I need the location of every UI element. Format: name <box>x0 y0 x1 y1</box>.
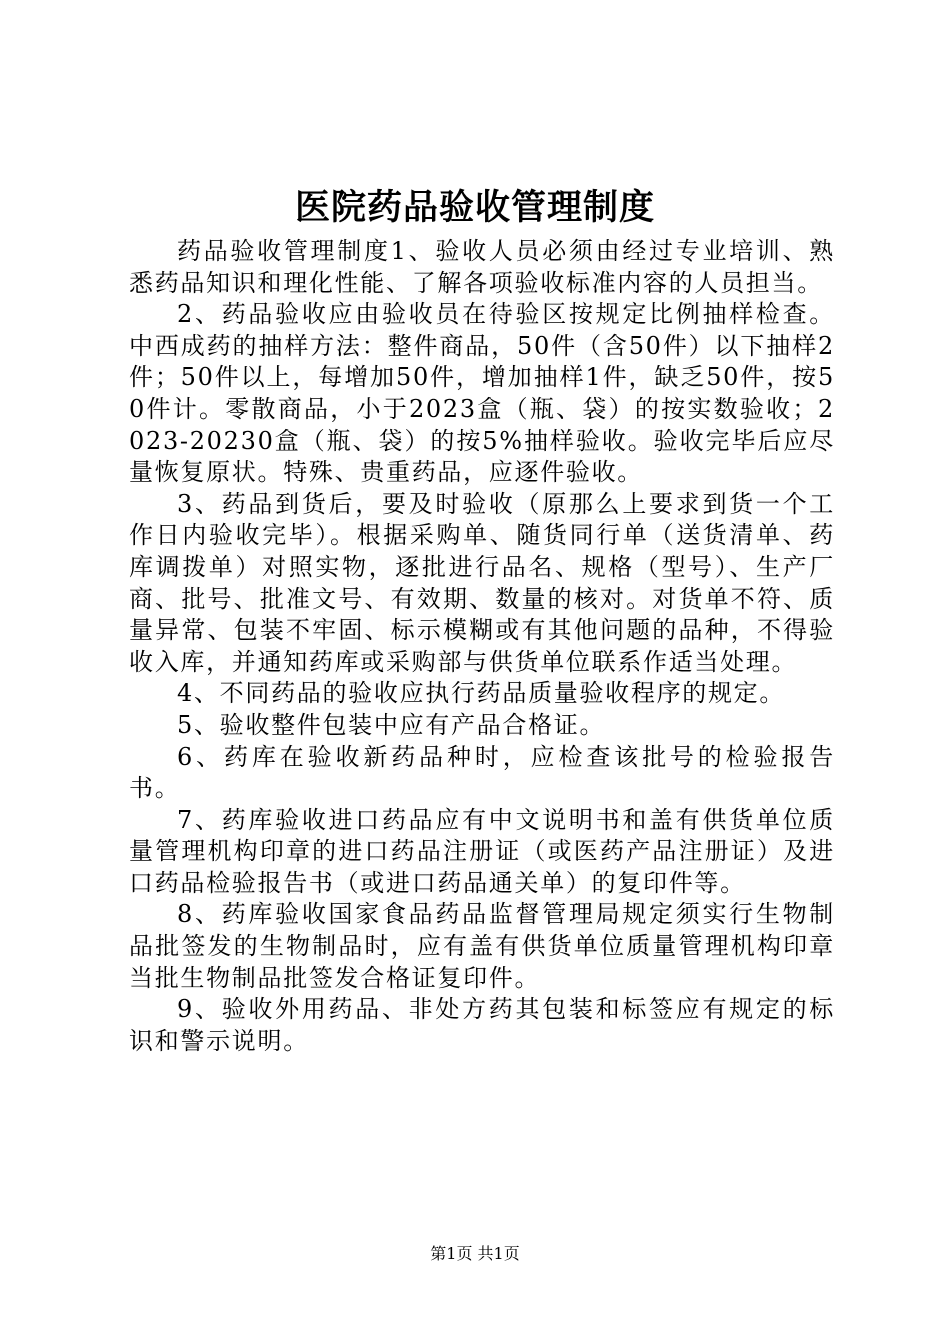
paragraph-3: 3、药品到货后，要及时验收（原那么上要求到货一个工作日内验收完毕）。根据采购单、随货同行单（送货清单、药库调拨单）对照实物，逐批进行品名、规格（型号）、生产厂商、批号、批准文号、有效期、数量的核对。对货单不符、质量异常、包装不牢固、标示模糊或有其他问题的品种，不得验收入库，并通知药库或采购部与供货单位联系作适当处理。 <box>129 489 835 676</box>
paragraph-7: 7、药库验收进口药品应有中文说明书和盖有供货单位质量管理机构印章的进口药品注册证（或医药产品注册证）及进口药品检验报告书（或进口药品通关单）的复印件等。 <box>129 805 835 897</box>
document-title: 医院药品验收管理制度 <box>294 187 655 228</box>
paragraph-6: 6、药库在验收新药品种时，应检查该批号的检验报告书。 <box>129 742 835 803</box>
paragraph-1: 药品验收管理制度1、验收人员必须由经过专业培训、熟悉药品知识和理化性能、了解各项验收标准内容的人员担当。 <box>129 237 835 297</box>
paragraph-8: 8、药库验收国家食品药品监督管理局规定须实行生物制品批签发的生物制品时，应有盖有供货单位质量管理机构印章当批生物制品批签发合格证复印件。 <box>129 900 835 992</box>
document-body <box>129 236 835 1057</box>
paragraph-2: 2、药品验收应由验收员在待验区按规定比例抽样检查。中西成药的抽样方法：整件商品，50件（含50件）以下抽样2件；50件以上，每增加50件，增加抽样1件，缺乏50件，按50件计。零散商品，小于2023盒（瓶、袋）的按实数验收；2023-20230盒（瓶、袋）的按5%抽样验收。验收完毕后应尽量恢复原状。特殊、贵重药品，应逐件验收。 <box>129 300 835 487</box>
paragraph-9: 9、验收外用药品、非处方药其包装和标签应有规定的标识和警示说明。 <box>129 995 835 1055</box>
page-number-footer: 第1页 共1页 <box>430 1244 520 1263</box>
paragraph-4: 4、不同药品的验收应执行药品质量验收程序的规定。 <box>177 679 786 708</box>
paragraph-5: 5、验收整件包装中应有产品合格证。 <box>177 710 606 739</box>
